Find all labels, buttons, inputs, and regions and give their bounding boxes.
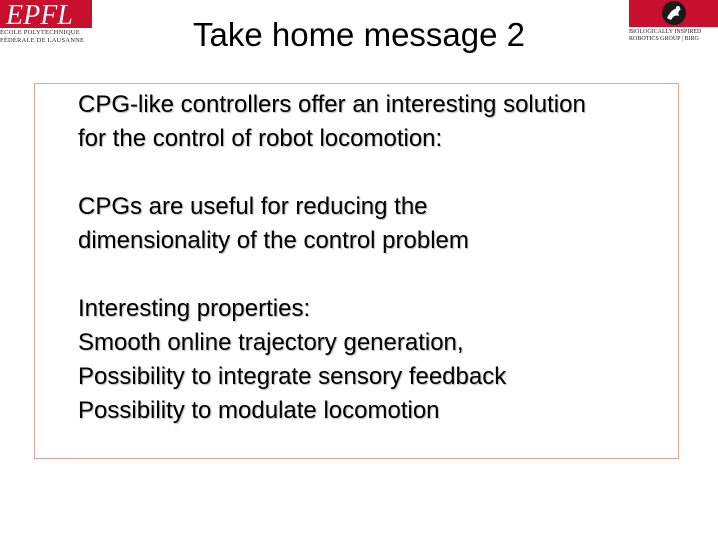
body-line: CPG-like controllers offer an interesting solution (78, 91, 586, 118)
svg-text:EPFL: EPFL (6, 0, 73, 28)
slide-body (78, 88, 678, 428)
body-line: dimensionality of the control problem (78, 227, 469, 254)
body-line: Possibility to modulate locomotion (78, 397, 440, 424)
paragraph-spacer (78, 258, 678, 292)
birg-caption-line-1: BIOLOGICALLY INSPIRED (629, 29, 702, 35)
paragraph-spacer (78, 156, 678, 190)
birg-caption-line-2: ROBOTICS GROUP | BIRG (629, 36, 699, 42)
slide-title: Take home message 2 (192, 16, 525, 53)
body-line: Possibility to integrate sensory feedback (78, 363, 507, 390)
epfl-caption-line-1: ÉCOLE POLYTECHNIQUE (0, 29, 80, 36)
body-line: CPGs are useful for reducing the (78, 193, 428, 220)
epfl-caption-line-2: FÉDÉRALE DE LAUSANNE (0, 36, 85, 44)
body-line: for the control of robot locomotion: (78, 125, 443, 152)
body-line: Interesting properties: (78, 295, 311, 322)
body-line: Smooth online trajectory generation, (78, 329, 464, 356)
